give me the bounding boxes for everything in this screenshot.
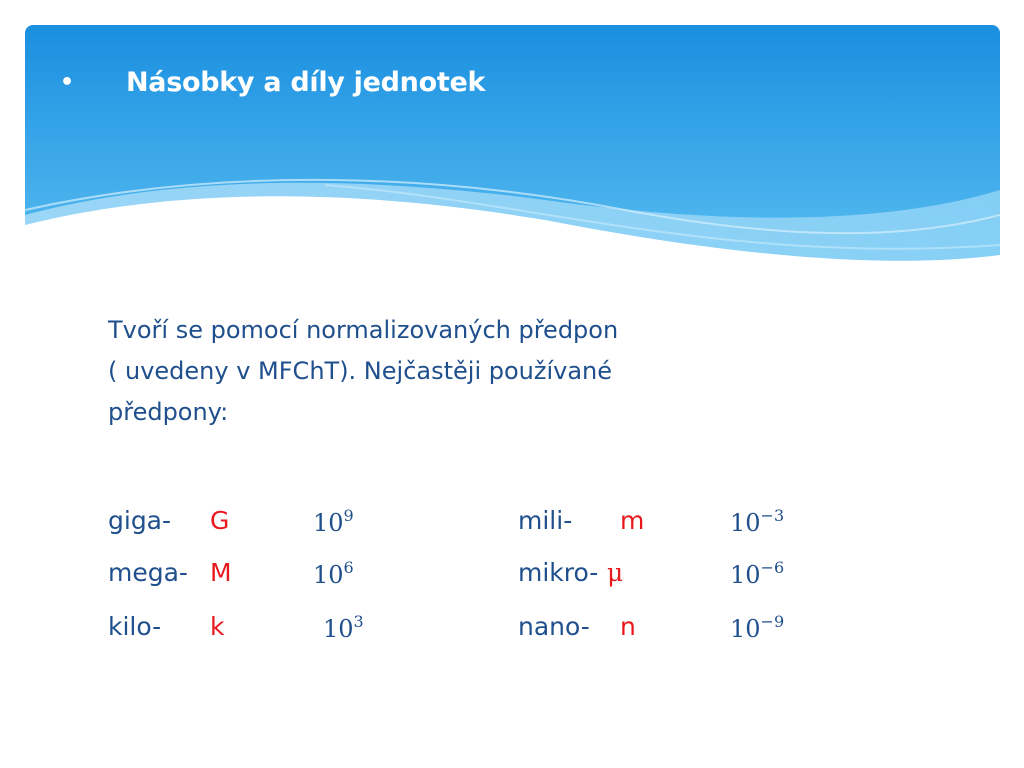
intro-line: Tvoří se pomocí normalizovaných předpon: [108, 316, 619, 344]
prefix-symbol-giga: G: [210, 506, 230, 535]
prefix-name-nano: nano-: [518, 612, 590, 641]
slide-title: Násobky a díly jednotek: [126, 67, 486, 98]
prefix-name-mili: mili-: [518, 506, 573, 535]
prefix-name-mikro: mikro-: [518, 558, 599, 587]
prefix-symbol-mega: M: [210, 558, 232, 587]
prefix-symbol-nano: n: [620, 612, 636, 641]
wave-decoration: [25, 25, 1000, 280]
intro-line: předpony:: [108, 398, 229, 426]
header-banner: [25, 25, 1000, 280]
prefix-power-mili: $10^{-3}$: [730, 506, 785, 537]
prefix-power-mega: $10^6$: [313, 558, 354, 589]
prefix-name-giga: giga-: [108, 506, 172, 535]
intro-line: ( uvedeny v MFChT). Nejčastěji používané: [108, 357, 613, 385]
prefix-symbol-mikro: μ: [607, 558, 624, 587]
prefix-power-mikro: $10^{-6}$: [730, 558, 785, 589]
intro-paragraph: [108, 310, 828, 433]
prefix-symbol-mili: m: [620, 506, 645, 535]
prefix-power-kilo: $10^3$: [323, 612, 364, 643]
title-bullet: •: [60, 70, 75, 95]
prefix-symbol-kilo: k: [210, 612, 225, 641]
prefix-power-nano: $10^{-9}$: [730, 612, 785, 643]
prefix-name-mega: mega-: [108, 558, 188, 587]
prefix-name-kilo: kilo-: [108, 612, 162, 641]
prefix-power-giga: $10^9$: [313, 506, 354, 537]
